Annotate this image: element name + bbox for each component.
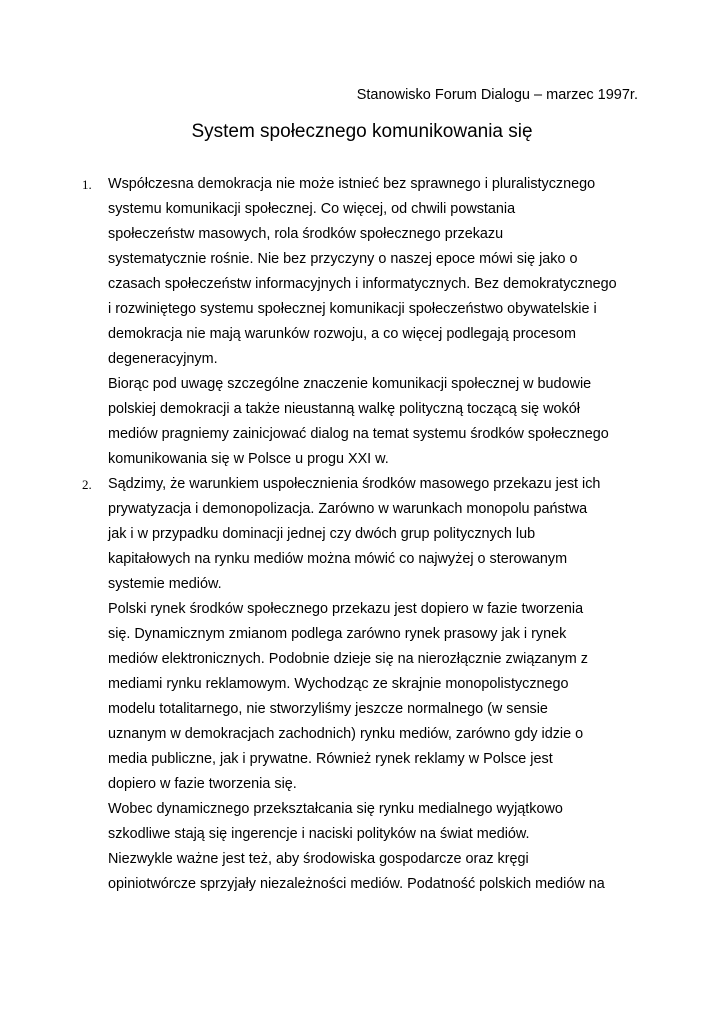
text-line: mediami rynku reklamowym. Wychodząc ze skrajnie monopolistycznego (108, 676, 569, 692)
text-line: uznanym w demokracjach zachodnich) rynku mediów, zarówno gdy idzie o (108, 726, 584, 742)
document-title: System społecznego komunikowania się (191, 121, 533, 142)
document-body (82, 172, 642, 897)
text-line: systemu komunikacji społecznej. Co więcej, od chwili powstania (108, 201, 516, 217)
text-line: komunikowania się w Polsce u progu XXI w. (108, 451, 389, 467)
text-line: społeczeństw masowych, rola środków społecznego przekazu (108, 226, 504, 242)
text-line: Sądzimy, że warunkiem uspołecznienia środków masowego przekazu jest ich (108, 476, 601, 492)
section-text (108, 472, 642, 897)
text-line: opiniotwórcze sprzyjały niezależności mediów. Podatność polskich mediów na (108, 876, 605, 892)
text-line: kapitałowych na rynku mediów można mówić co najwyżej o sterowanym (108, 551, 568, 567)
section-1 (82, 172, 642, 472)
text-line: media publiczne, jak i prywatne. Również rynek reklamy w Polsce jest (108, 751, 553, 767)
section-text (108, 172, 642, 472)
text-line: Biorąc pod uwagę szczególne znaczenie komunikacji społecznej w budowie (108, 376, 592, 392)
section-number: 1. (82, 177, 92, 192)
text-line: prywatyzacja i demonopolizacja. Zarówno w warunkach monopolu państwa (108, 501, 588, 517)
text-line: Współczesna demokracja nie może istnieć bez sprawnego i pluralistycznego (108, 176, 596, 192)
text-line: jak i w przypadku dominacji jednej czy dwóch grup politycznych lub (108, 526, 536, 542)
text-line: systemie mediów. (108, 576, 222, 592)
section-number: 2. (82, 477, 92, 492)
text-line: modelu totalitarnego, nie stworzyliśmy jeszcze normalnego (w sensie (108, 701, 548, 717)
text-line: się. Dynamicznym zmianom podlega zarówno rynek prasowy jak i rynek (108, 626, 567, 642)
document-source-header: Stanowisko Forum Dialogu – marzec 1997r. (356, 87, 638, 103)
text-line: czasach społeczeństw informacyjnych i informatycznych. Bez demokratycznego (108, 276, 617, 292)
text-line: Wobec dynamicznego przekształcania się rynku medialnego wyjątkowo (108, 801, 563, 817)
text-line: Polski rynek środków społecznego przekazu jest dopiero w fazie tworzenia (108, 601, 584, 617)
text-line: Niezwykle ważne jest też, aby środowiska gospodarcze oraz kręgi (108, 851, 529, 867)
text-line: dopiero w fazie tworzenia się. (108, 776, 297, 792)
text-line: mediów pragniemy zainicjować dialog na temat systemu środków społecznego (108, 426, 609, 442)
text-line: polskiej demokracji a także nieustanną walkę polityczną toczącą się wokół (108, 401, 580, 417)
text-line: demokracja nie mają warunków rozwoju, a co więcej podlegają procesom (108, 326, 576, 342)
text-line: szkodliwe stają się ingerencje i naciski polityków na świat mediów. (108, 826, 530, 842)
text-line: mediów elektronicznych. Podobnie dzieje się na nierozłącznie związanym z (108, 651, 588, 667)
text-line: i rozwiniętego systemu społecznej komunikacji społeczeństwo obywatelskie i (108, 301, 597, 317)
text-line: systematycznie rośnie. Nie bez przyczyny o naszej epoce mówi się jako o (108, 251, 578, 267)
section-2 (82, 472, 642, 897)
text-line: degeneracyjnym. (108, 351, 218, 367)
